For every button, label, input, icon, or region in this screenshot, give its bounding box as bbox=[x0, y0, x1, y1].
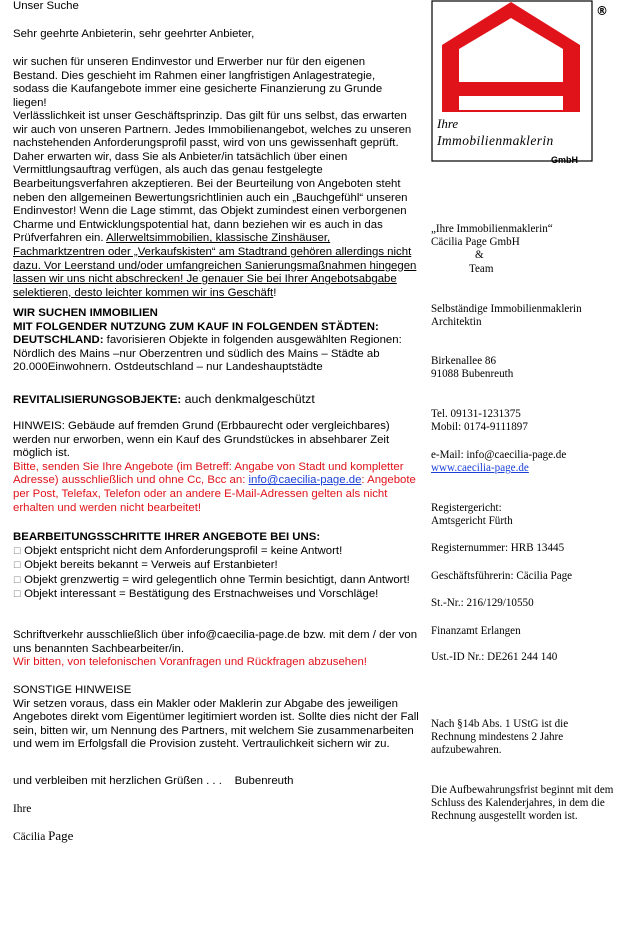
letter-subject: Unser Suche bbox=[13, 0, 79, 12]
managing-director: Geschäftsführerin: Cäcilia Page bbox=[431, 570, 573, 582]
role-block bbox=[431, 303, 621, 329]
register-court: Amtsgericht Fürth bbox=[431, 515, 513, 528]
logo-line1: Ihre bbox=[437, 116, 459, 131]
search-section bbox=[13, 307, 423, 375]
signature-last-name: Page bbox=[48, 828, 74, 843]
role-line-1: Selbständige Immobilienmaklerin bbox=[431, 303, 582, 315]
germany-label: DEUTSCHLAND: bbox=[13, 334, 104, 347]
phone-block bbox=[431, 408, 621, 434]
hint-text: HINWEIS: Gebäude auf fremden Grund (Erbbaurecht oder vergleichbares) werden nur erworben, wenn ein Kauf des Grundstückes in absehbarer Zeit möglich ist. bbox=[13, 420, 390, 460]
logo-line2: Immobilienmaklerin bbox=[437, 133, 554, 148]
step-text: Objekt interessant = Bestätigung des Erstnachweises und Vorschläge! bbox=[24, 588, 379, 601]
no-phone-text: Wir bitten, von telefonischen Voranfragen und Rückfragen abzusehen! bbox=[13, 656, 367, 669]
company-logo bbox=[431, 0, 621, 168]
company-ampersand: & bbox=[475, 249, 484, 262]
checkbox-icon: ☐ bbox=[13, 546, 22, 557]
hint-red-text bbox=[13, 461, 418, 515]
vat-id: Ust.-ID Nr.: DE261 244 140 bbox=[431, 651, 558, 663]
website-link[interactable]: www.caecilia-page.de bbox=[431, 462, 529, 475]
signature bbox=[13, 829, 423, 845]
step-text: Objekt grenzwertig = wird gelegentlich ohne Termin besichtigt, dann Antwort! bbox=[24, 573, 410, 586]
revitalization-line bbox=[13, 393, 423, 408]
steps-section bbox=[13, 531, 423, 603]
address-street: Birkenallee 86 bbox=[431, 355, 496, 367]
signature-first-name: Cäcilia bbox=[13, 831, 49, 843]
company-name-block bbox=[431, 223, 621, 276]
signoff: Ihre bbox=[13, 803, 32, 815]
step-item bbox=[13, 574, 423, 589]
company-team: Team bbox=[469, 262, 494, 275]
correspondence-text: Schriftverkehr ausschließlich über info@caecilia-page.de bzw. mit dem / der von uns benannten Sachbearbeiter/in. bbox=[13, 629, 418, 655]
trust-underlined-text: Allerweltsimmobilien, klassische Zinshäuser, Fachmarktzentren oder „Verkaufskisten“ am Stadtrand gehören allerdings nicht dazu. Vor Leerstand und/oder umfangreichen Sanierungsmaßnahmen hingegen lassen wir uns nicht abschrecken! Je genauer Sie bei Ihrer Angebotsabgabe selektieren, desto leichter kommen wir ins Geschäft bbox=[13, 232, 417, 299]
registered-mark: ® bbox=[596, 4, 608, 18]
correspondence-section bbox=[13, 629, 418, 670]
step-text: Objekt entspricht nicht dem Anforderungsprofil = keine Antwort! bbox=[24, 544, 343, 557]
letter-salutation: Sehr geehrte Anbieterin, sehr geehrter Anbieter, bbox=[13, 28, 255, 40]
steps-heading: BEARBEITUNGSSCHRITTE IHRER ANGEBOTE BEI UNS: bbox=[13, 531, 321, 543]
role-line-2: Architektin bbox=[431, 316, 482, 329]
retention-period-note: Die Aufbewahrungsfrist beginnt mit dem Schluss des Kalenderjahres, in dem die Rechnung ausgestellt worden ist. bbox=[431, 784, 614, 823]
register-number: Registernummer: HRB 13445 bbox=[431, 542, 565, 554]
company-line-2: Cäcilia Page GmbH bbox=[431, 236, 520, 249]
revitalization-text: auch denkmalgeschützt bbox=[181, 392, 315, 406]
address-city: 91088 Bubenreuth bbox=[431, 368, 514, 381]
retention-note: Nach §14b Abs. 1 UStG ist die Rechnung mindestens 2 Jahre aufzubewahren. bbox=[431, 718, 569, 757]
trust-end: ! bbox=[273, 286, 277, 299]
other-hints-heading: SONSTIGE HINWEISE bbox=[13, 684, 132, 696]
search-heading-1: WIR SUCHEN IMMOBILIEN bbox=[13, 307, 158, 319]
trust-text: Verlässlichkeit ist unser Geschäftsprinzip. Das gilt für uns selbst, das erwarten wir auch von unseren Partnern. Jedes Immobilienangebot, welches zu unseren nachstehenden Anforderungsprofil passt, wird von uns gewissenhaft geprüft. Daher erwarten wir, dass Sie als Anbieter/in tatsächlich über einen Vermittlungsauftrag verfügen, als auch das genau festgelegte Bearbeitungsverfahren akzeptieren. Bei der Beurteilung von Angeboten steht neben den allgemeinen Bewertungsrichtlinien auch ein „Bauchgefühl“ unseren Endinvestor! Wenn die Lage stimmt, das Objekt zumindest einen verborgenen Charme und Entwicklungspotential hat, dann beziehen wir es auch in das Prüfverfahren ein. bbox=[13, 110, 412, 245]
tax-office: Finanzamt Erlangen bbox=[431, 625, 521, 637]
contact-block bbox=[431, 449, 621, 475]
register-court-label: Registergericht: bbox=[431, 502, 502, 514]
revitalization-label: REVITALISIERUNGSOBJEKTE: bbox=[13, 394, 182, 406]
hint-email-link[interactable]: info@caecilia-page.de bbox=[248, 474, 362, 487]
step-item bbox=[13, 545, 423, 560]
germany-text: favorisieren Objekte in folgenden ausgewählten Regionen: Nördlich des Mains –nur Oberzentren und südlich des Mains – Städte ab 20.000Einwohnern. Ostdeutschland – nur Landeshauptstädte bbox=[13, 334, 402, 374]
search-heading-2: MIT FOLGENDER NUTZUNG ZUM KAUF IN FOLGENDEN STÄDTEN: bbox=[13, 320, 379, 333]
tax-number: St.-Nr.: 216/129/10550 bbox=[431, 597, 534, 609]
email-address: e-Mail: info@caecilia-page.de bbox=[431, 449, 567, 461]
hint-section bbox=[13, 420, 418, 515]
address-block bbox=[431, 355, 621, 381]
checkbox-icon: ☐ bbox=[13, 575, 22, 586]
hint-red-instructions: Bitte, senden Sie Ihre Angebote (im Betreff: Angabe von Stadt und kompletter Adresse) ausschließlich und ohne Cc, Bcc an: bbox=[13, 460, 404, 487]
intro-paragraph: wir suchen für unseren Endinvestor und Erwerber nur für den eigenen Bestand. Dies geschieht im Rahmen einer langfristigen Anlagestrategie, sodass die Kaufangebote immer eine gesicherte Finanzierung zu Grunde liegen! bbox=[13, 56, 383, 109]
logo-gmbh: GmbH bbox=[551, 155, 578, 165]
checkbox-icon: ☐ bbox=[13, 590, 22, 601]
checkbox-icon: ☐ bbox=[13, 561, 22, 572]
other-hints-text: Wir setzen voraus, dass ein Makler oder Maklerin zur Abgabe des jeweiligen Angebotes direkt vom Eigentümer legitimiert worden ist. Sollte dies nicht der Fall sein, bitten wir, um Nennung des Partners, mit welchem Sie zusammenarbeiten und wem im Erfolgsfall die Provision zusteht. Vertraulichkeit sichern wir zu. bbox=[13, 697, 419, 751]
step-item bbox=[13, 559, 423, 574]
germany-regions bbox=[13, 334, 423, 375]
company-line-1: „Ihre Immobilienmaklerin“ bbox=[431, 223, 553, 235]
closing-line: und verbleiben mit herzlichen Grüßen . . . Bubenreuth bbox=[13, 775, 294, 787]
step-text: Objekt bereits bekannt = Verweis auf Erstanbieter! bbox=[24, 559, 278, 572]
hint-red-warning: : Angebote per Post, Telefax, Telefon oder an andere E-Mail-Adressen gelten als nicht erhalten und werden nicht bearbeitet! bbox=[13, 474, 416, 514]
other-hints-section bbox=[13, 684, 423, 752]
register-court-block bbox=[431, 502, 621, 528]
phone-number: Tel. 09131-1231375 bbox=[431, 408, 521, 420]
logo-graphic bbox=[431, 0, 621, 168]
trust-paragraph bbox=[13, 110, 423, 300]
mobile-number: Mobil: 0174-9111897 bbox=[431, 421, 528, 434]
step-item bbox=[13, 588, 423, 603]
